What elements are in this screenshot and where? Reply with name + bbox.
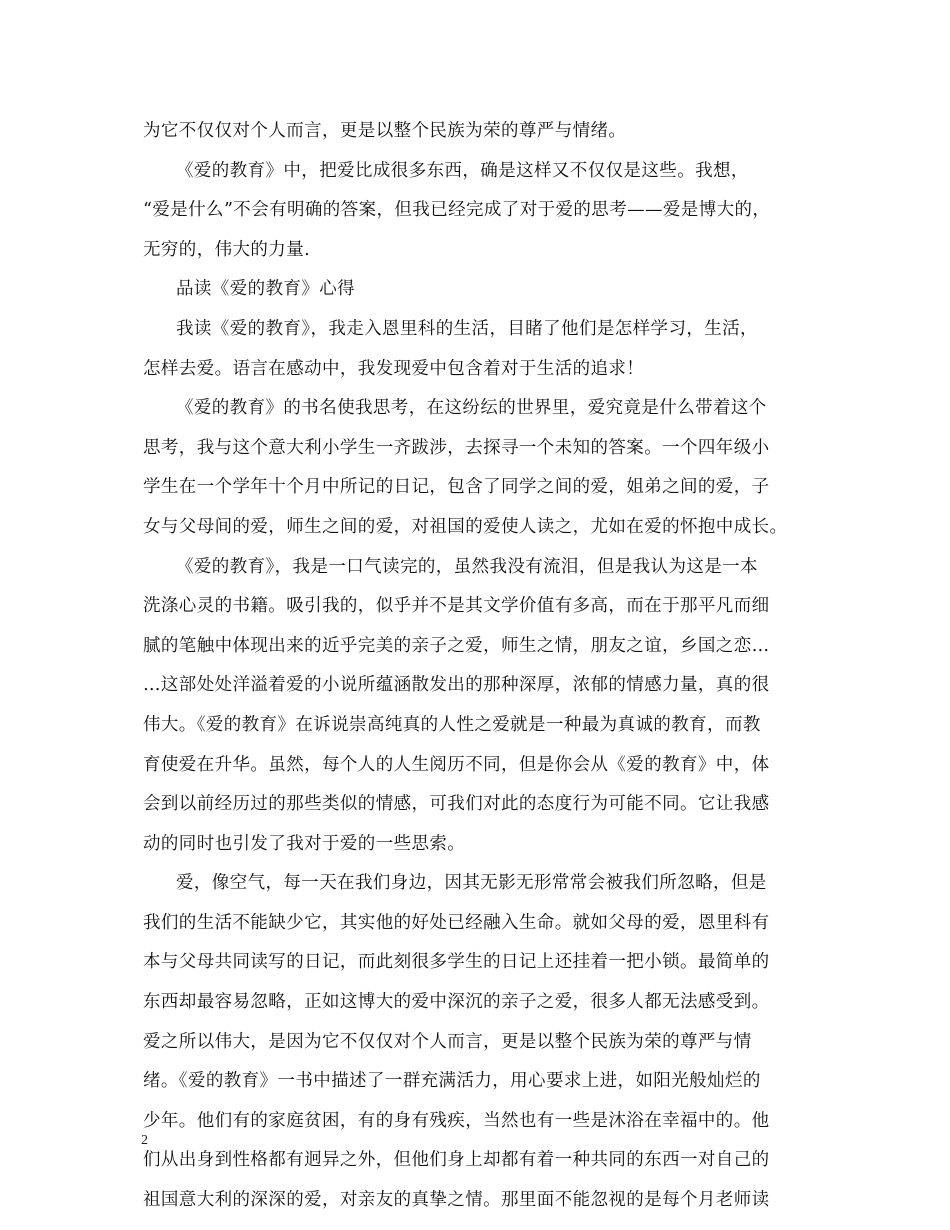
text-line: 品读《爱的教育》心得: [176, 279, 355, 300]
text-line: 洗涤心灵的书籍。吸引我的，似乎并不是其文学价值有多高，而在于那平凡而细: [143, 596, 770, 617]
text-line: …这部处处洋溢着爱的小说所蕴涵散发出的那种深厚，浓郁的情感力量，真的很: [143, 675, 770, 696]
text-line: 《爱的教育》，我是一口气读完的，虽然我没有流泪，但是我认为这是一本: [176, 556, 758, 577]
text-line: 思考，我与这个意大利小学生一齐跋涉，去探寻一个未知的答案。一个四年级小: [143, 437, 770, 458]
page-number: 2: [141, 1133, 148, 1148]
text-line: 们从出身到性格都有迥异之外，但他们身上却都有着一种共同的东西一对自己的: [143, 1150, 770, 1171]
text-line: 育使爱在升华。虽然，每个人的人生阅历不同，但是你会从《爱的教育》中，体: [143, 754, 770, 775]
text-line: 我读《爱的教育》，我走入恩里科的生活，目睹了他们是怎样学习，生活，: [176, 318, 758, 339]
text-line: 怎样去爱。语言在感动中，我发现爱中包含着对于生活的追求！: [143, 358, 645, 379]
text-line: 学生在一个学年十个月中所记的日记，包含了同学之间的爱，姐弟之间的爱，子: [143, 477, 770, 498]
text-line: 祖国意大利的深深的爱，对亲友的真挚之情。那里面不能忽视的是每个月老师读: [143, 1190, 770, 1211]
text-line: 《爱的教育》中，把爱比成很多东西，确是这样又不仅仅是这些。我想，: [176, 160, 749, 181]
text-body: [143, 112, 823, 1221]
text-line: 为它不仅仅对个人而言，更是以整个民族为荣的尊严与情绪。: [143, 121, 627, 141]
text-line: 爱，像空气，每一天在我们身边，因其无影无形常常会被我们所忽略，但是: [176, 873, 767, 894]
text-line: 动的同时也引发了我对于爱的一些思索。: [143, 833, 466, 854]
text-line: 伟大。《爱的教育》在诉说崇高纯真的人性之爱就是一种最为真诚的教育，而教: [143, 714, 761, 735]
text-line: 腻的笔触中体现出来的近乎完美的亲子之爱，师生之情，朋友之谊，乡国之恋…: [143, 635, 770, 656]
text-line: 《爱的教育》的书名使我思考，在这纷纭的世界里，爱究竟是什么带着这个: [176, 398, 767, 419]
text-line: 我们的生活不能缺少它，其实他的好处已经融入生命。就如父母的爱，恩里科有: [143, 912, 770, 933]
text-line: 会到以前经历过的那些类似的情感，可我们对此的态度行为可能不同。它让我感: [143, 794, 770, 815]
text-line: 东西却最容易忽略，正如这博大的爱中深沉的亲子之爱，很多人都无法感受到。: [143, 992, 770, 1013]
text-line: 绪。《爱的教育》一书中描述了一群充满活力，用心要求上进，如阳光般灿烂的: [143, 1071, 761, 1092]
text-line: 少年。他们有的家庭贫困，有的身有残疾，当然也有一些是沐浴在幸福中的。他: [143, 1110, 770, 1131]
text-line: 无穷的，伟大的力量.: [143, 239, 311, 260]
text-line: “爱是什么”不会有明确的答案，但我已经完成了对于爱的思考——爱是博大的，: [143, 200, 771, 221]
text-line: 女与父母间的爱，师生之间的爱，对祖国的爱使人读之，尤如在爱的怀抱中成长。: [143, 516, 788, 537]
text-line: 本与父母共同读写的日记，而此刻很多学生的日记上还挂着一把小锁。最简单的: [143, 952, 770, 973]
text-line: 爱之所以伟大，是因为它不仅仅对个人而言，更是以整个民族为荣的尊严与情: [143, 1031, 752, 1052]
